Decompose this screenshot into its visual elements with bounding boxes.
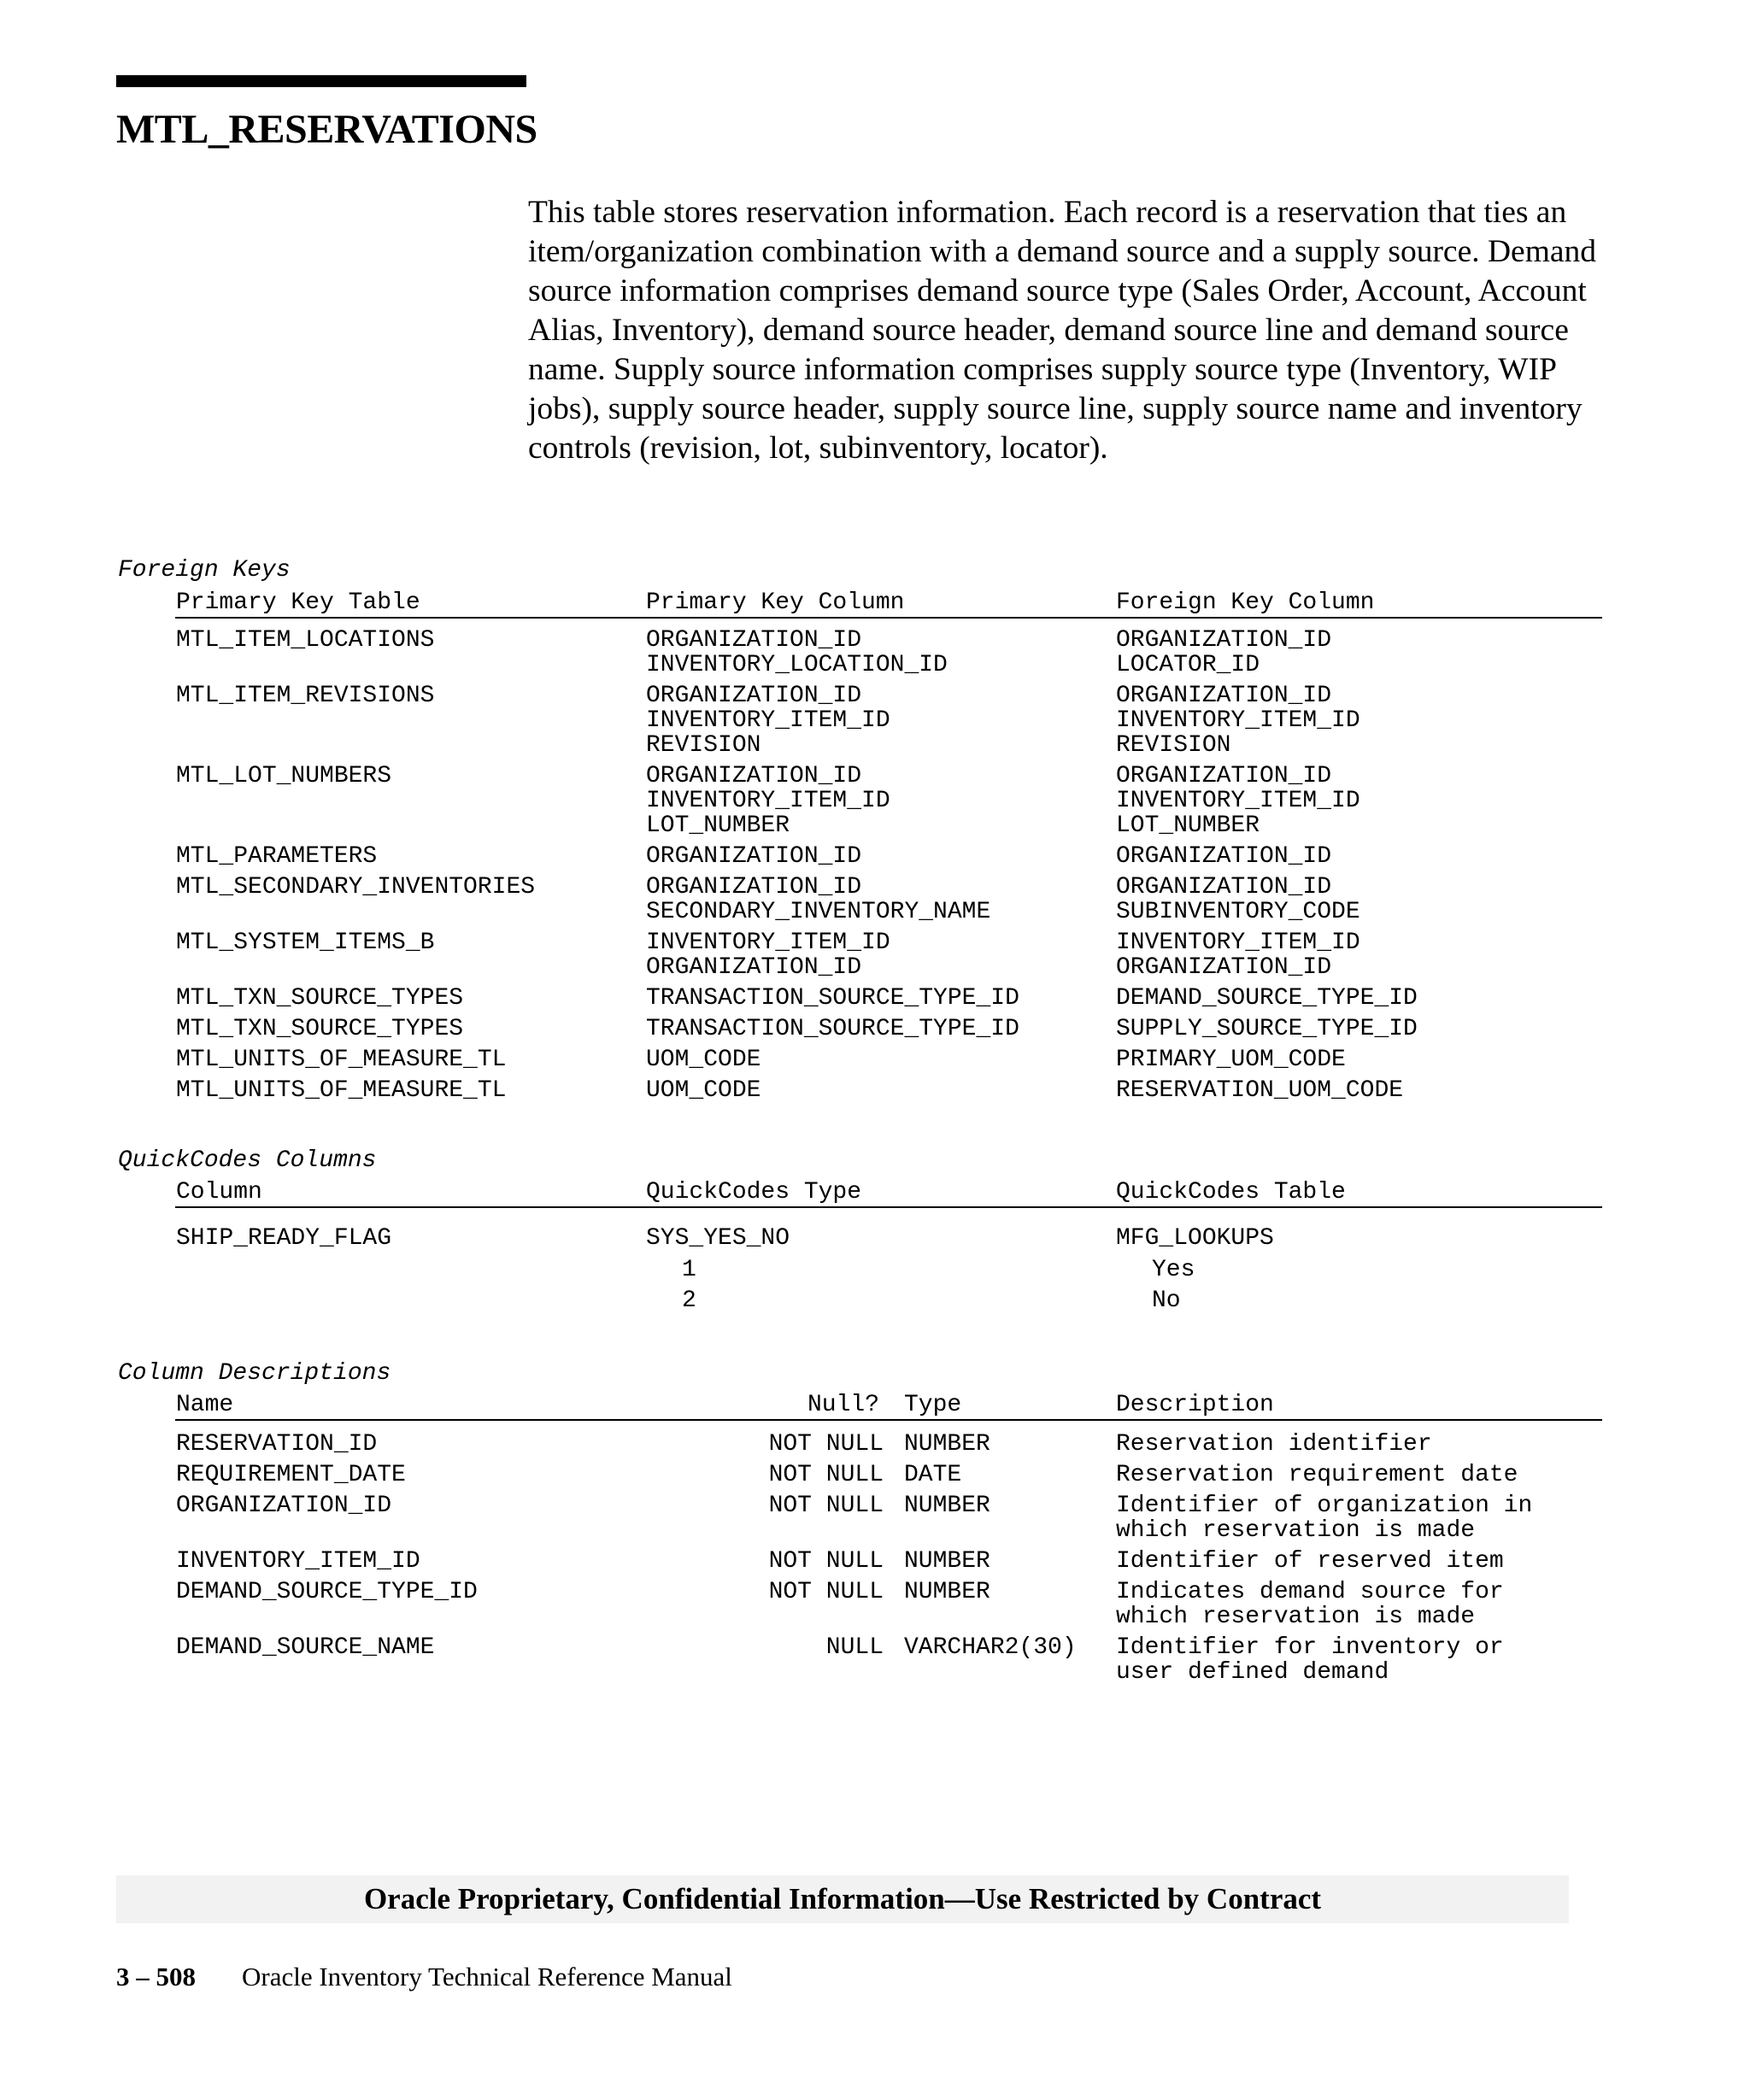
col-header-name: Name — [176, 1392, 234, 1418]
qc-column-name: SHIP_READY_FLAG — [176, 1225, 392, 1252]
fk-header-pk-column: Primary Key Column — [646, 590, 905, 616]
fk-primary-key-column: ORGANIZATION_ID — [646, 843, 862, 870]
quickcodes-label: QuickCodes Columns — [118, 1147, 377, 1174]
col-header-type: Type — [904, 1392, 962, 1418]
column-name: RESERVATION_ID — [176, 1431, 378, 1458]
column-name: DEMAND_SOURCE_NAME — [176, 1634, 435, 1661]
fk-foreign-key-column: PRIMARY_UOM_CODE — [1116, 1047, 1346, 1073]
foreign-keys-label: Foreign Keys — [118, 557, 291, 584]
column-type: NUMBER — [904, 1548, 990, 1575]
page-number: 3 – 508 — [116, 1962, 196, 1991]
fk-foreign-key-column: DEMAND_SOURCE_TYPE_ID — [1116, 985, 1418, 1012]
column-nullability: NOT NULL — [768, 1431, 884, 1458]
fk-table-name: MTL_PARAMETERS — [176, 843, 378, 870]
fk-primary-key-column: UOM_CODE — [646, 1077, 761, 1104]
fk-table-name: MTL_UNITS_OF_MEASURE_TL — [176, 1047, 507, 1073]
column-name: ORGANIZATION_ID — [176, 1493, 392, 1519]
fk-primary-key-column: ORGANIZATION_ID INVENTORY_ITEM_ID REVISION — [646, 683, 890, 759]
column-type: NUMBER — [904, 1431, 990, 1458]
column-description: Indicates demand source for which reservation is made — [1116, 1579, 1504, 1630]
qc-code: 1 — [682, 1257, 696, 1283]
fk-foreign-key-column: RESERVATION_UOM_CODE — [1116, 1077, 1404, 1104]
qc-code: 2 — [682, 1288, 696, 1314]
fk-primary-key-column: ORGANIZATION_ID INVENTORY_LOCATION_ID — [646, 627, 948, 678]
col-header-rule — [175, 1419, 1602, 1421]
fk-primary-key-column: TRANSACTION_SOURCE_TYPE_ID — [646, 985, 1019, 1012]
column-nullability: NOT NULL — [768, 1493, 884, 1519]
fk-header-fk-column: Foreign Key Column — [1116, 590, 1375, 616]
col-header-description: Description — [1116, 1392, 1274, 1418]
column-description: Identifier of organization in which reservation is made — [1116, 1493, 1533, 1544]
page-title: MTL_RESERVATIONS — [116, 107, 537, 152]
column-type: NUMBER — [904, 1579, 990, 1605]
qc-meaning: Yes — [1152, 1257, 1195, 1283]
qc-table: MFG_LOOKUPS — [1116, 1225, 1274, 1252]
qc-header-column: Column — [176, 1179, 262, 1205]
fk-foreign-key-column: ORGANIZATION_ID INVENTORY_ITEM_ID REVISION — [1116, 683, 1360, 759]
confidential-notice: Oracle Proprietary, Confidential Information––Use Restricted by Contract — [363, 1882, 1322, 1915]
fk-foreign-key-column: SUPPLY_SOURCE_TYPE_ID — [1116, 1016, 1418, 1042]
fk-table-name: MTL_ITEM_REVISIONS — [176, 683, 435, 709]
fk-table-name: MTL_SECONDARY_INVENTORIES — [176, 874, 536, 900]
column-type: VARCHAR2(30) — [904, 1634, 1077, 1661]
confidential-banner — [116, 1875, 1569, 1923]
column-description: Identifier for inventory or user defined demand — [1116, 1634, 1504, 1686]
fk-primary-key-column: UOM_CODE — [646, 1047, 761, 1073]
qc-type: SYS_YES_NO — [646, 1225, 790, 1252]
column-type: NUMBER — [904, 1493, 990, 1519]
qc-meaning: No — [1152, 1288, 1181, 1314]
column-name: INVENTORY_ITEM_ID — [176, 1548, 420, 1575]
fk-foreign-key-column: ORGANIZATION_ID SUBINVENTORY_CODE — [1116, 874, 1360, 925]
fk-header-table: Primary Key Table — [176, 590, 420, 616]
column-description: Identifier of reserved item — [1116, 1548, 1504, 1575]
column-nullability: NOT NULL — [768, 1579, 884, 1605]
column-description: Reservation identifier — [1116, 1431, 1432, 1458]
qc-header-table: QuickCodes Table — [1116, 1179, 1346, 1205]
title-rule — [116, 75, 526, 87]
column-nullability: NULL — [825, 1634, 884, 1661]
column-name: DEMAND_SOURCE_TYPE_ID — [176, 1579, 478, 1605]
fk-table-name: MTL_TXN_SOURCE_TYPES — [176, 985, 464, 1012]
column-nullability: NOT NULL — [768, 1462, 884, 1488]
manual-title: Oracle Inventory Technical Reference Manual — [242, 1962, 732, 1991]
fk-table-name: MTL_SYSTEM_ITEMS_B — [176, 930, 435, 956]
col-header-null: Null? — [807, 1392, 880, 1418]
column-description: Reservation requirement date — [1116, 1462, 1518, 1488]
fk-table-name: MTL_TXN_SOURCE_TYPES — [176, 1016, 464, 1042]
fk-header-rule — [175, 617, 1602, 619]
fk-foreign-key-column: INVENTORY_ITEM_ID ORGANIZATION_ID — [1116, 930, 1360, 981]
column-name: REQUIREMENT_DATE — [176, 1462, 406, 1488]
fk-table-name: MTL_LOT_NUMBERS — [176, 763, 392, 789]
fk-foreign-key-column: ORGANIZATION_ID — [1116, 843, 1332, 870]
fk-table-name: MTL_ITEM_LOCATIONS — [176, 627, 435, 654]
column-nullability: NOT NULL — [768, 1548, 884, 1575]
qc-header-rule — [175, 1206, 1602, 1208]
column-type: DATE — [904, 1462, 962, 1488]
fk-primary-key-column: ORGANIZATION_ID INVENTORY_ITEM_ID LOT_NUMBER — [646, 763, 890, 839]
fk-foreign-key-column: ORGANIZATION_ID INVENTORY_ITEM_ID LOT_NUMBER — [1116, 763, 1360, 839]
fk-primary-key-column: INVENTORY_ITEM_ID ORGANIZATION_ID — [646, 930, 890, 981]
fk-foreign-key-column: ORGANIZATION_ID LOCATOR_ID — [1116, 627, 1332, 678]
column-descriptions-label: Column Descriptions — [118, 1360, 391, 1387]
fk-primary-key-column: TRANSACTION_SOURCE_TYPE_ID — [646, 1016, 1019, 1042]
table-description: This table stores reservation information. Each record is a reservation that ties an item/organization combination with a demand source and a supply source. Demand source information comprises demand source type (Sales Order, Account, Account Alias, Inventory), demand source header, demand source line and demand source name. Supply source information comprises supply source type (Inventory, WIP jobs), supply source header, supply source line, supply source name and inventory controls (revision, lot, subinventory, locator). — [528, 195, 1597, 466]
fk-primary-key-column: ORGANIZATION_ID SECONDARY_INVENTORY_NAME — [646, 874, 991, 925]
fk-table-name: MTL_UNITS_OF_MEASURE_TL — [176, 1077, 507, 1104]
qc-header-type: QuickCodes Type — [646, 1179, 862, 1205]
